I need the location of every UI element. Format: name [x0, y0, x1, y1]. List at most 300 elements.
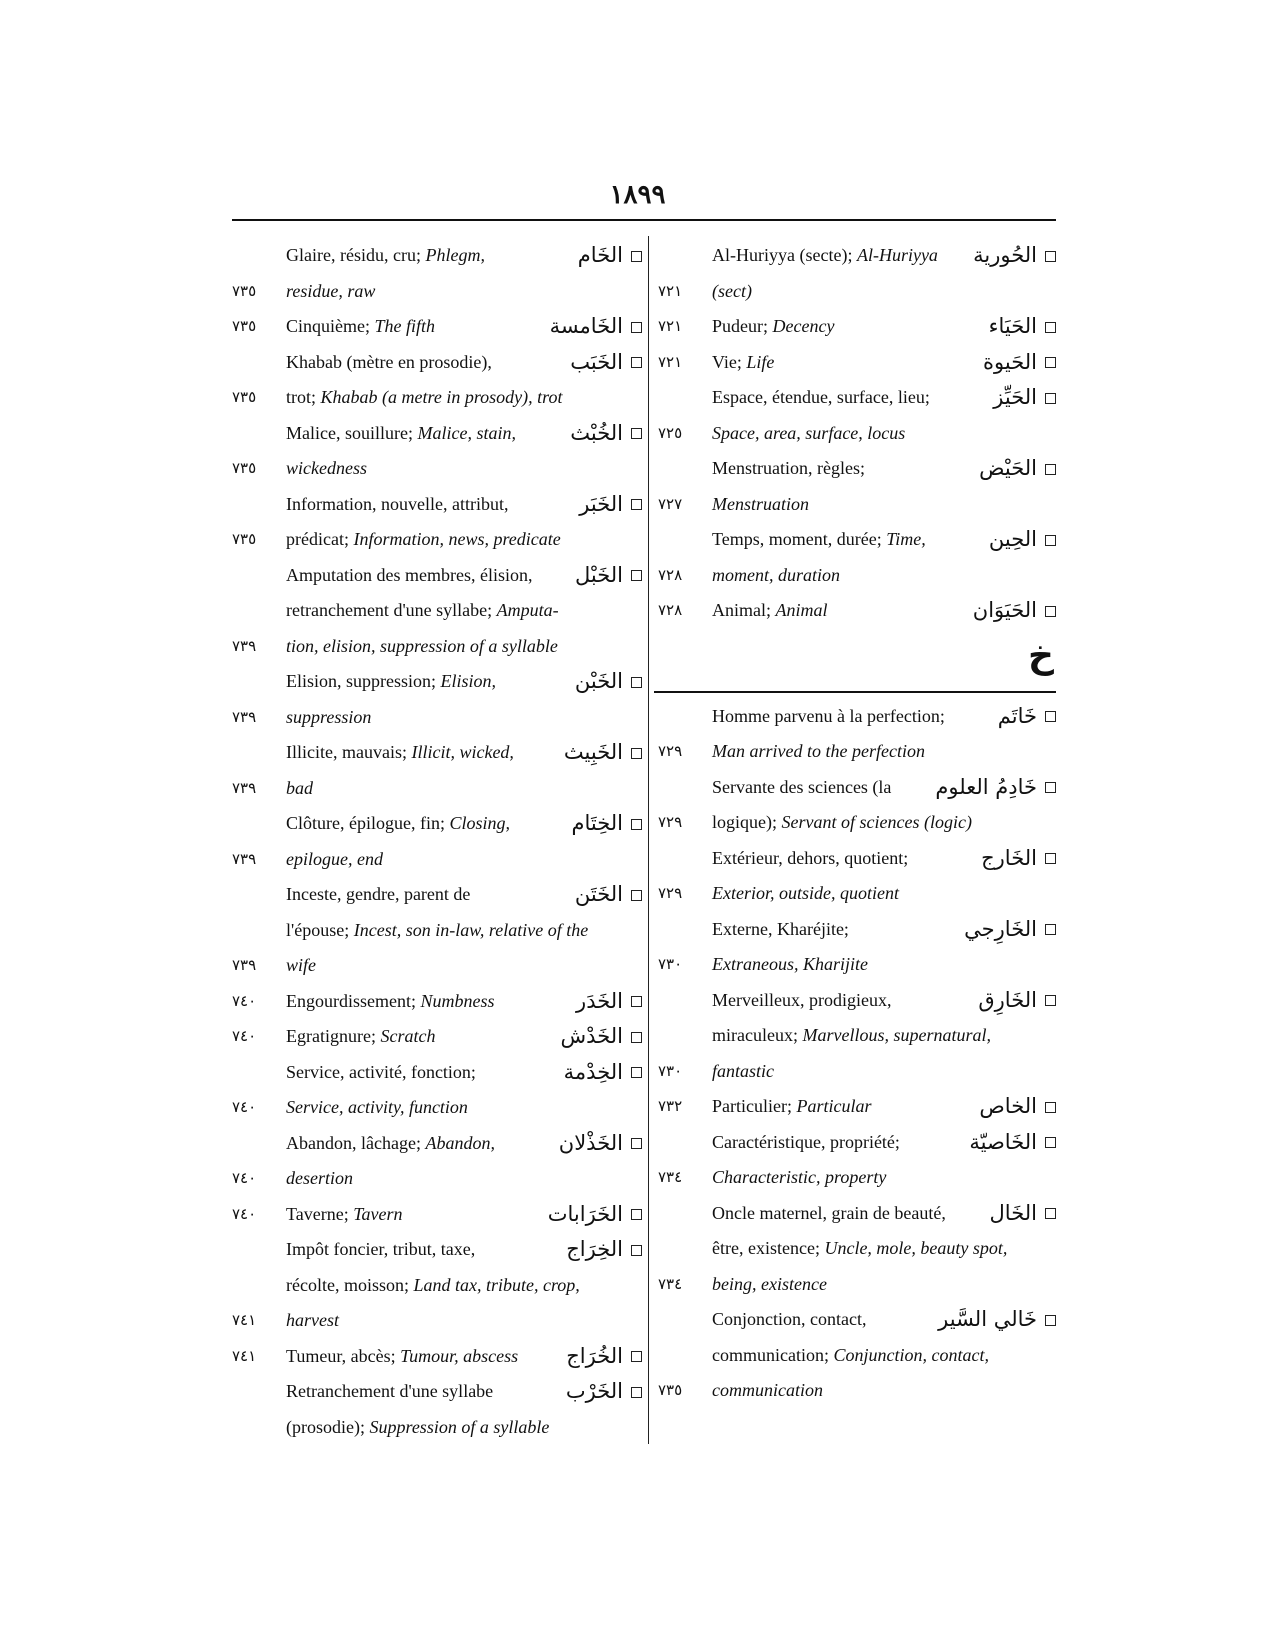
english-text: Land tax, tribute, crop,: [413, 1274, 580, 1295]
entry-bullet-icon: [1045, 1208, 1056, 1219]
entry-bullet-icon: [631, 1067, 642, 1078]
english-text: suppression: [286, 706, 372, 727]
english-text: Exterior, outside, quotient: [712, 883, 899, 903]
entry-line: [232, 345, 642, 381]
header-rule: [232, 219, 1056, 221]
entry-bullet-icon: [631, 677, 642, 688]
entry-line: [232, 309, 642, 345]
entry-definition: [712, 380, 930, 416]
entry-bullet-icon: [631, 428, 642, 439]
entry-definition: [286, 522, 561, 558]
entry-line: [658, 487, 1056, 523]
arabic-headword: [566, 1339, 642, 1375]
entry-bullet-icon: [631, 357, 642, 368]
page-reference: ٧٣٥: [232, 388, 257, 406]
entry-line: [232, 1019, 642, 1055]
french-text: Vie;: [712, 351, 747, 372]
french-text: Impôt foncier, tribut, taxe,: [286, 1239, 476, 1259]
english-text: wife: [286, 955, 316, 975]
arabic-term: الخَذْلان: [558, 1130, 623, 1155]
entry-definition: [286, 1126, 495, 1162]
entry-definition: [286, 1090, 468, 1126]
page-reference: ٧٢١: [658, 317, 683, 335]
entry-definition: [286, 309, 435, 345]
page-reference: ٧٤٠: [232, 991, 257, 1010]
english-text: Conjunction, contact,: [833, 1344, 989, 1365]
entry-line: [658, 912, 1056, 948]
entry-bullet-icon: [1045, 853, 1056, 864]
entry-definition: [286, 380, 562, 416]
entry-definition: [712, 876, 899, 912]
entry-bullet-icon: [631, 996, 642, 1007]
entry-bullet-icon: [631, 748, 642, 759]
page-reference: ٧٢٩: [658, 813, 683, 831]
entry-line: [658, 947, 1056, 983]
arabic-headword: [561, 1019, 642, 1055]
english-text: Time,: [886, 529, 926, 549]
french-text: Espace, étendue, surface, lieu;: [712, 387, 930, 407]
arabic-headword: [576, 984, 642, 1020]
entry-line: [658, 593, 1056, 629]
english-text: Tavern: [353, 1203, 403, 1224]
english-text: Scratch: [380, 1026, 436, 1046]
english-text: fantastic: [712, 1060, 774, 1081]
entry-definition: [712, 1302, 866, 1338]
english-text: Menstruation: [712, 493, 809, 514]
entry-line: [232, 487, 642, 523]
entry-definition: [286, 593, 559, 629]
arabic-term: الخاص: [979, 1094, 1037, 1118]
english-text: Abandon,: [425, 1132, 495, 1153]
french-text: Cinquième;: [286, 316, 375, 336]
arabic-headword: [566, 1374, 642, 1410]
arabic-term: الخَرَابات: [547, 1201, 623, 1226]
entry-line: [658, 416, 1056, 452]
entry-line: [658, 558, 1056, 594]
french-text: Inceste, gendre, parent de: [286, 884, 471, 904]
arabic-term: الخَرْب: [565, 1379, 623, 1403]
arabic-term: الخِرَاج: [566, 1237, 623, 1261]
arabic-headword: [979, 1089, 1056, 1125]
page-reference: ٧٢٥: [658, 423, 683, 442]
entry-line: [658, 1231, 1056, 1267]
entry-line: [658, 1018, 1056, 1054]
english-text: desertion: [286, 1168, 353, 1188]
entry-definition: [712, 1018, 991, 1054]
arabic-term: الحَيِّز: [993, 385, 1037, 409]
arabic-term: الخَال: [989, 1200, 1037, 1225]
english-text: Numbness: [420, 990, 495, 1011]
entry-line: [232, 1303, 642, 1339]
english-text: Decency: [772, 316, 835, 336]
entry-definition: [712, 558, 840, 594]
english-text: Man arrived to the perfection: [712, 741, 925, 761]
entry-definition: [286, 345, 492, 381]
entry-line: [232, 806, 642, 842]
arabic-term: الخَبَر: [579, 491, 623, 516]
page-reference: ٧٢٧: [658, 494, 683, 513]
entry-bullet-icon: [631, 570, 642, 581]
french-text: Service, activité, fonction;: [286, 1061, 476, 1082]
arabic-headword: [575, 664, 642, 700]
entry-definition: [712, 1267, 827, 1303]
entry-definition: [286, 984, 495, 1020]
entry-definition: [286, 771, 313, 807]
arabic-term: الخَاصيّة: [969, 1129, 1037, 1154]
entry-line: [232, 877, 642, 913]
entry-bullet-icon: [1045, 711, 1056, 722]
entry-line: [658, 1054, 1056, 1090]
english-text: The fifth: [374, 316, 436, 336]
arabic-term: الحَيوة: [983, 349, 1037, 374]
french-text: Taverne;: [286, 1203, 354, 1224]
entry-definition: [712, 487, 809, 523]
entry-definition: [712, 1125, 900, 1161]
entry-line: [658, 1125, 1056, 1161]
entry-definition: [712, 593, 828, 629]
page-reference: ٧٢٩: [658, 742, 683, 760]
entry-definition: [286, 487, 508, 523]
french-text: (prosodie);: [286, 1416, 370, 1437]
french-text: Externe, Kharéjite;: [712, 918, 849, 939]
french-text: Clôture, épilogue, fin;: [286, 813, 450, 833]
entry-definition: [712, 1196, 946, 1232]
arabic-headword: [998, 699, 1056, 735]
page-reference: ٧٢٨: [658, 565, 683, 584]
english-text: Khabab (a metre in prosody), trot: [320, 387, 563, 407]
french-text: Elision, suppression;: [286, 671, 441, 691]
page-reference: ٧٢٨: [658, 601, 683, 619]
entry-definition: [712, 1373, 823, 1409]
entry-line: [658, 841, 1056, 877]
entry-definition: [286, 700, 371, 736]
arabic-headword: [570, 345, 642, 381]
entry-definition: [712, 416, 905, 452]
entry-definition: [286, 629, 558, 665]
right-column: [658, 238, 1056, 1409]
english-text: Suppression of a syllable: [369, 1416, 550, 1437]
arabic-term: الحِين: [988, 527, 1037, 551]
arabic-headword: [989, 522, 1056, 558]
arabic-term: الخُبْث: [570, 420, 623, 445]
entry-definition: [712, 734, 925, 770]
entry-definition: [286, 1232, 475, 1268]
arabic-headword: [575, 877, 642, 913]
entry-line: [232, 274, 642, 310]
entry-line: [658, 345, 1056, 381]
entry-line: [658, 1160, 1056, 1196]
entry-definition: [286, 806, 510, 842]
french-text: miraculeux;: [712, 1025, 803, 1045]
entry-line: [232, 771, 642, 807]
arabic-headword: [564, 1055, 642, 1091]
arabic-headword: [964, 912, 1056, 948]
entry-bullet-icon: [1045, 464, 1056, 475]
page-reference: ٧٤٠: [232, 1027, 257, 1045]
arabic-headword: [938, 1302, 1056, 1338]
arabic-headword: [570, 416, 642, 452]
french-text: Pudeur;: [712, 316, 773, 336]
entry-line: [658, 274, 1056, 310]
arabic-headword: [564, 735, 642, 771]
arabic-term: خَاتَم: [997, 703, 1037, 728]
entry-line: [658, 522, 1056, 558]
english-text: Malice, stain,: [417, 422, 516, 443]
french-text: Conjonction, contact,: [712, 1309, 867, 1329]
entry-bullet-icon: [1045, 782, 1056, 793]
entry-definition: [712, 1231, 1007, 1267]
entry-line: [232, 238, 642, 274]
arabic-headword: [973, 238, 1056, 274]
page-reference: ٧٣٩: [232, 956, 257, 974]
entry-line: [232, 948, 642, 984]
english-text: moment, duration: [712, 564, 840, 585]
french-text: Egratignure;: [286, 1026, 381, 1046]
arabic-term: الخَارج: [981, 845, 1037, 870]
page-reference: ٧٢٩: [658, 884, 683, 902]
entry-bullet-icon: [631, 1032, 642, 1043]
entry-line: [232, 593, 642, 629]
page-reference: ٧٣٥: [232, 459, 257, 477]
arabic-headword: [578, 238, 642, 274]
french-text: Temps, moment, durée;: [712, 529, 887, 549]
french-text: Retranchement d'une syllabe: [286, 1381, 494, 1401]
entry-definition: [712, 451, 865, 487]
page-reference: ٧٣٩: [232, 849, 257, 868]
page-reference: ٧٤٠: [232, 1169, 257, 1187]
entry-definition: [286, 1303, 339, 1339]
entry-definition: [712, 805, 972, 841]
entry-definition: [286, 842, 383, 878]
entry-line: [232, 735, 642, 771]
french-text: Menstruation, règles;: [712, 458, 865, 478]
entry-definition: [286, 238, 485, 274]
entry-definition: [712, 1160, 886, 1196]
page-reference: ٧٢١: [658, 352, 683, 371]
page-reference: ٧٣٩: [232, 778, 257, 797]
page-reference: ٧٤١: [232, 1346, 257, 1365]
english-text: residue, raw: [286, 280, 376, 301]
arabic-headword: [579, 487, 642, 523]
entry-definition: [286, 664, 496, 700]
french-text: retranchement d'une syllabe;: [286, 600, 497, 620]
french-text: Extérieur, dehors, quotient;: [712, 847, 909, 868]
english-text: Characteristic, property: [712, 1167, 887, 1187]
arabic-term: خَالي السَّير: [938, 1307, 1037, 1331]
english-text: Incest, son in-law, relative of the: [353, 919, 589, 940]
entry-bullet-icon: [631, 819, 642, 830]
entry-definition: [286, 877, 470, 913]
entry-line: [232, 984, 642, 1020]
entry-line: [658, 1089, 1056, 1125]
french-text: Homme parvenu à la perfection;: [712, 705, 945, 726]
entry-bullet-icon: [1045, 1137, 1056, 1148]
entry-line: [232, 522, 642, 558]
entry-bullet-icon: [1045, 393, 1056, 404]
page-number: ١٨٩٩: [609, 180, 666, 209]
arabic-term: الخَبَب: [570, 349, 623, 374]
entry-definition: [286, 416, 516, 452]
entry-definition: [712, 983, 891, 1019]
entry-definition: [286, 948, 316, 984]
english-text: wickedness: [286, 458, 367, 478]
entry-line: [658, 876, 1056, 912]
entry-definition: [286, 1197, 403, 1233]
page-reference: ٧٤٠: [232, 1204, 257, 1223]
entry-definition: [286, 1055, 476, 1091]
entry-bullet-icon: [1045, 924, 1056, 935]
entry-line: [658, 770, 1056, 806]
entry-definition: [286, 1161, 353, 1197]
entry-line: [658, 309, 1056, 345]
arabic-term: الحَيَاء: [988, 314, 1037, 338]
english-text: Particular: [796, 1096, 872, 1116]
arabic-term: الحَيَوَان: [972, 598, 1037, 622]
english-text: harvest: [286, 1310, 339, 1330]
page-reference: ٧٣٠: [658, 1061, 683, 1080]
entry-line: [232, 664, 642, 700]
entry-line: [658, 451, 1056, 487]
entry-line: [232, 1232, 642, 1268]
arabic-term: الخَبْن: [574, 669, 623, 693]
entry-bullet-icon: [631, 1138, 642, 1149]
french-text: Tumeur, abcès;: [286, 1345, 401, 1366]
arabic-headword: [979, 451, 1056, 487]
entry-definition: [286, 1268, 580, 1304]
entry-line: [658, 1196, 1056, 1232]
arabic-term: الخَتَن: [574, 882, 623, 906]
entry-bullet-icon: [631, 890, 642, 901]
english-text: Phlegm,: [425, 245, 485, 265]
arabic-headword: [575, 558, 642, 594]
french-text: l'épouse;: [286, 919, 354, 940]
english-text: bad: [286, 777, 313, 798]
page-reference: ٧٤٠: [232, 1098, 257, 1116]
french-text: Glaire, résidu, cru;: [286, 245, 426, 265]
english-text: tion, elision, suppression of a syllable: [286, 635, 558, 656]
entry-line: [232, 1126, 642, 1162]
entry-line: [232, 1374, 642, 1410]
arabic-headword: [983, 345, 1056, 381]
entry-definition: [286, 274, 375, 310]
english-text: Space, area, surface, locus: [712, 422, 906, 443]
page-reference: ٧٣٤: [658, 1274, 683, 1293]
entry-line: [658, 699, 1056, 735]
entry-bullet-icon: [631, 1351, 642, 1362]
french-text: communication;: [712, 1344, 834, 1365]
entry-definition: [712, 947, 868, 983]
section-header: [658, 629, 1056, 699]
english-text: Animal: [775, 600, 828, 620]
section-rule: [654, 691, 1056, 693]
entry-line: [232, 1090, 642, 1126]
french-text: Information, nouvelle, attribut,: [286, 493, 509, 514]
arabic-term: الخِتَام: [571, 811, 623, 835]
entry-line: [232, 1161, 642, 1197]
french-text: trot;: [286, 387, 321, 407]
entry-bullet-icon: [631, 251, 642, 262]
entry-definition: [712, 912, 849, 948]
arabic-headword: [973, 593, 1056, 629]
arabic-term: الخَدَر: [576, 988, 623, 1013]
arabic-term: الحُورية: [973, 243, 1037, 267]
arabic-term: الخَام: [577, 243, 623, 267]
english-text: Al-Huriyya: [856, 245, 938, 265]
page-reference: ٧٣٥: [232, 281, 257, 300]
english-text: being, existence: [712, 1273, 827, 1294]
english-text: Closing,: [449, 813, 510, 833]
french-text: récolte, moisson;: [286, 1274, 414, 1295]
arabic-headword: [548, 1197, 642, 1233]
arabic-term: الخَارِجي: [964, 916, 1037, 941]
entry-line: [232, 1055, 642, 1091]
english-text: Servant of sciences (logic): [781, 812, 972, 832]
english-text: Extraneous, Kharijite: [712, 954, 868, 974]
entry-definition: [286, 558, 532, 594]
english-text: Illicit, wicked,: [411, 742, 514, 762]
entry-definition: [712, 1054, 774, 1090]
entry-definition: [286, 451, 367, 487]
page-reference: ٧٣٩: [232, 707, 257, 726]
page-reference: ٧٣٠: [658, 955, 683, 973]
entry-line: [232, 842, 642, 878]
french-text: Al-Huriyya (secte);: [712, 245, 857, 265]
french-text: Particulier;: [712, 1096, 797, 1116]
arabic-term: الخَبِيث: [563, 740, 623, 764]
french-text: Malice, souillure;: [286, 422, 418, 443]
entry-line: [232, 1410, 642, 1446]
arabic-headword: [566, 1232, 642, 1268]
entry-definition: [712, 345, 774, 381]
arabic-headword: [969, 1125, 1056, 1161]
arabic-term: الخَبْل: [574, 562, 623, 587]
arabic-headword: [935, 770, 1056, 806]
entry-bullet-icon: [631, 322, 642, 333]
entry-line: [232, 913, 642, 949]
french-text: Caractéristique, propriété;: [712, 1131, 900, 1152]
arabic-term: الخُرَاج: [566, 1343, 623, 1368]
entry-definition: [286, 1339, 518, 1375]
entry-line: [658, 1338, 1056, 1374]
entry-line: [658, 1373, 1056, 1409]
entry-bullet-icon: [1045, 1315, 1056, 1326]
page-reference: ٧٣٥: [232, 530, 257, 548]
entry-definition: [712, 1089, 871, 1125]
entry-definition: [712, 309, 834, 345]
entry-bullet-icon: [1045, 535, 1056, 546]
french-text: Abandon, lâchage;: [286, 1132, 426, 1153]
page-reference: ٧٣٥: [658, 1381, 683, 1399]
french-text: prédicat;: [286, 529, 354, 549]
entry-bullet-icon: [1045, 251, 1056, 262]
entry-line: [232, 1197, 642, 1233]
entry-definition: [286, 913, 588, 949]
entry-bullet-icon: [1045, 995, 1056, 1006]
entry-line: [232, 629, 642, 665]
french-text: Amputation des membres, élision,: [286, 564, 533, 585]
page-reference: ٧٤١: [232, 1311, 257, 1329]
french-text: être, existence;: [712, 1238, 825, 1258]
entry-line: [232, 1268, 642, 1304]
entry-definition: [712, 841, 908, 877]
arabic-headword: [990, 1196, 1056, 1232]
section-letter: خ: [1028, 634, 1054, 676]
entry-definition: [712, 699, 945, 735]
arabic-headword: [550, 309, 642, 345]
entry-bullet-icon: [1045, 322, 1056, 333]
entry-definition: [712, 238, 938, 274]
arabic-term: الحَيْض: [979, 456, 1037, 480]
